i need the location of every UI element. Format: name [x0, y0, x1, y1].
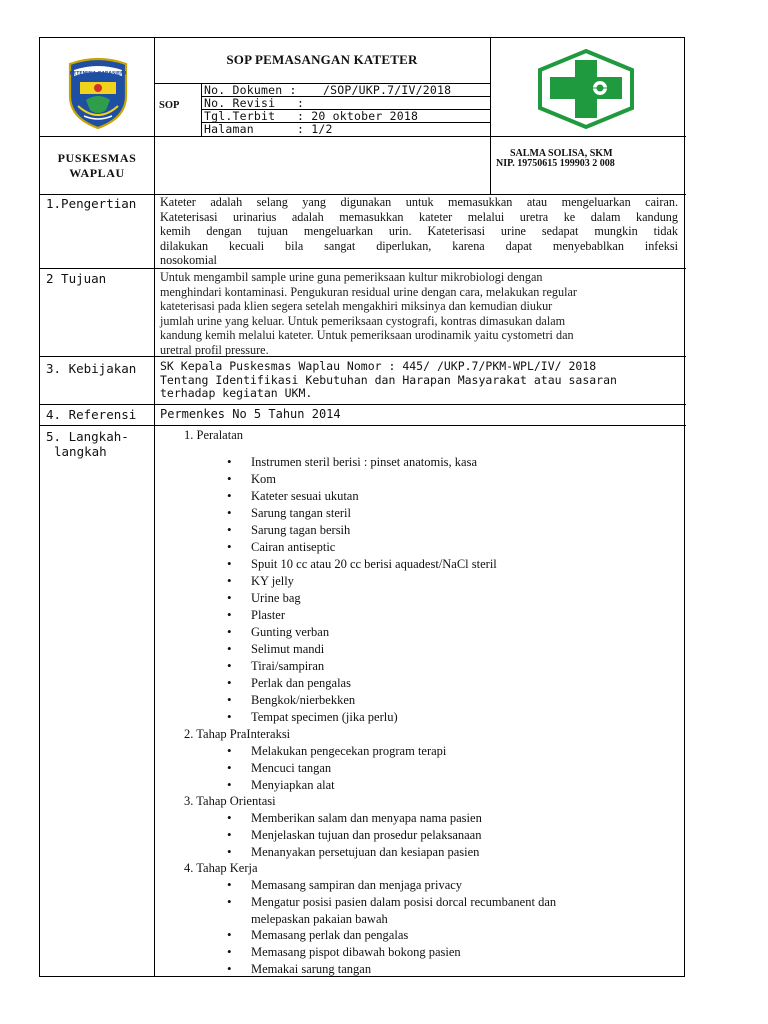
step-group-title: 3. Tahap Orientasi	[184, 794, 276, 808]
rule	[490, 38, 491, 194]
list-item: • Sarung tagan bersih	[251, 523, 350, 538]
emblem-text: RETEMINA BARASIEMI	[69, 71, 127, 77]
list-item: • Perlak dan pengalas	[251, 676, 351, 691]
rule	[40, 425, 686, 426]
list-item: • Memberikan salam dan menyapa nama pasien	[251, 811, 482, 826]
list-item: • Memasang perlak dan pengalas	[251, 928, 408, 943]
list-item: • Bengkok/nierbekken	[251, 693, 355, 708]
list-item: • Tirai/sampiran	[251, 659, 324, 674]
list-item: • Kom	[251, 472, 276, 487]
text-line: kemih dengan tujuan mengeluarkan urin. Kateterisasi urine sedapat mungkin tidak	[160, 224, 678, 238]
puskesmas-logo-icon	[534, 48, 638, 130]
text-line: jumlah urine yang keluar. Untuk pemeriksaan cystografi, kontras dimasukan dalam	[160, 313, 566, 328]
rule	[201, 83, 202, 136]
section-label-tujuan: 2 Tujuan	[46, 271, 107, 286]
text-line: uretral profil pressure.	[160, 342, 269, 357]
step-group-title: 4. Tahap Kerja	[184, 861, 258, 875]
list-item: • KY jelly	[251, 574, 294, 589]
rule	[40, 136, 686, 137]
text-line: Kateterisasi urinarius adalah memasukkan kateter melalui uretra ke dalam kandung	[160, 209, 678, 224]
list-item: • Plaster	[251, 608, 285, 623]
doc-field-label: No. Revisi	[204, 96, 276, 110]
text-line: kateterisasi pada klien segera setelah mengakhiri miksinya dan kemudian diukur	[160, 299, 553, 313]
rule	[154, 38, 155, 976]
text-line: terhadap kegiatan UKM.	[160, 386, 313, 401]
doc-field-value: :	[297, 96, 305, 110]
text-line: Tentang Identifikasi Kebutuhan dan Harapan Masyarakat atau sasaran	[160, 372, 617, 387]
doc-field-value: : 1/2	[297, 122, 333, 136]
list-item: • Urine bag	[251, 591, 301, 606]
list-item: • Memasang pispot dibawah bokong pasien	[251, 945, 461, 960]
doc-field-value: /SOP/UKP.7/IV/2018	[323, 83, 452, 97]
list-item: • Sarung tangan steril	[251, 506, 351, 521]
list-item: • Cairan antiseptic	[251, 540, 335, 555]
text-line: Untuk mengambil sample urine guna pemeriksaan kultur mikrobiologi dengan	[160, 270, 543, 284]
section-label-pengertian: 1.Pengertian	[46, 196, 137, 211]
signer-nip: NIP. 19750615 199903 2 008	[496, 158, 615, 169]
doc-field-label: Tgl.Terbit	[204, 109, 276, 123]
section-label-langkah: 5. Langkah-	[46, 429, 129, 444]
text-line: menghindari kontaminasi. Pengukuran residual urine dengan cara, melakukan regular	[160, 284, 577, 299]
kebijakan-text	[160, 360, 617, 401]
list-item: • Menjelaskan tujuan dan prosedur pelaksanaan	[251, 828, 481, 843]
signer-name: SALMA SOLISA, SKM	[510, 148, 613, 159]
text-line: kandung kemih melalui kateter. Untuk pemeriksaan urodinamik yaitu cystometri dan	[160, 328, 574, 342]
rule	[40, 404, 686, 405]
list-item: • Kateter sesuai ukutan	[251, 489, 359, 504]
referensi-text: Permenkes No 5 Tahun 2014	[160, 407, 341, 421]
list-item: • Mengatur posisi pasien dalam posisi dorcal recumbanent dan	[251, 895, 556, 910]
doc-field-value: : 20 oktober 2018	[297, 109, 419, 123]
doc-field-label: No. Dokumen :	[204, 83, 297, 97]
list-item: • Menanyakan persetujuan dan kesiapan pasien	[251, 845, 479, 860]
list-item: • Menyiapkan alat	[251, 778, 335, 793]
regency-emblem-icon	[62, 52, 134, 130]
doc-field-label: Halaman	[204, 122, 254, 136]
list-item: • Gunting verban	[251, 625, 329, 640]
step-group-title: 2. Tahap PraInteraksi	[184, 727, 291, 741]
list-item: • Selimut mandi	[251, 642, 324, 657]
sop-label: SOP	[159, 100, 180, 111]
text-line: SK Kepala Puskesmas Waplau Nomor : 445/ /UKP.7/PKM-WPL/IV/ 2018	[160, 359, 597, 373]
section-label-langkah-2: langkah	[54, 444, 107, 459]
list-item-continuation: melepaskan pakaian bawah	[251, 912, 388, 926]
text-line: nosokomial	[160, 253, 217, 267]
section-label-kebijakan: 3. Kebijakan	[46, 361, 137, 376]
list-item: • Tempat specimen (jika perlu)	[251, 710, 398, 725]
step-group-title: 1. Peralatan	[184, 428, 244, 442]
text-line: dilakukan kecuali bila sangat diperlukan, karena dapat menyebablkan infeksi	[160, 238, 678, 253]
list-item: • Memasang sampiran dan menjaga privacy	[251, 878, 462, 893]
list-item: • Melakukan pengecekan program terapi	[251, 744, 446, 759]
list-item: • Spuit 10 cc atau 20 cc berisi aquadest/NaCl steril	[251, 557, 497, 572]
text-line: Kateter adalah selang yang digunakan untuk memasukkan atau mengeluarkan cairan.	[160, 195, 678, 209]
org-name-line2: WAPLAU	[69, 166, 125, 180]
tujuan-text	[160, 270, 676, 357]
org-name-line1: PUSKESMAS	[57, 151, 137, 165]
list-item: • Mencuci tangan	[251, 761, 331, 776]
rule	[40, 268, 686, 269]
list-item: • Memakai sarung tangan	[251, 962, 371, 977]
sop-document	[39, 37, 685, 977]
pengertian-text	[160, 195, 678, 268]
section-label-referensi: 4. Referensi	[46, 407, 137, 422]
list-item: • Instrumen steril berisi : pinset anatomis, kasa	[251, 455, 477, 470]
document-title: SOP PEMASANGAN KATETER	[226, 52, 418, 67]
